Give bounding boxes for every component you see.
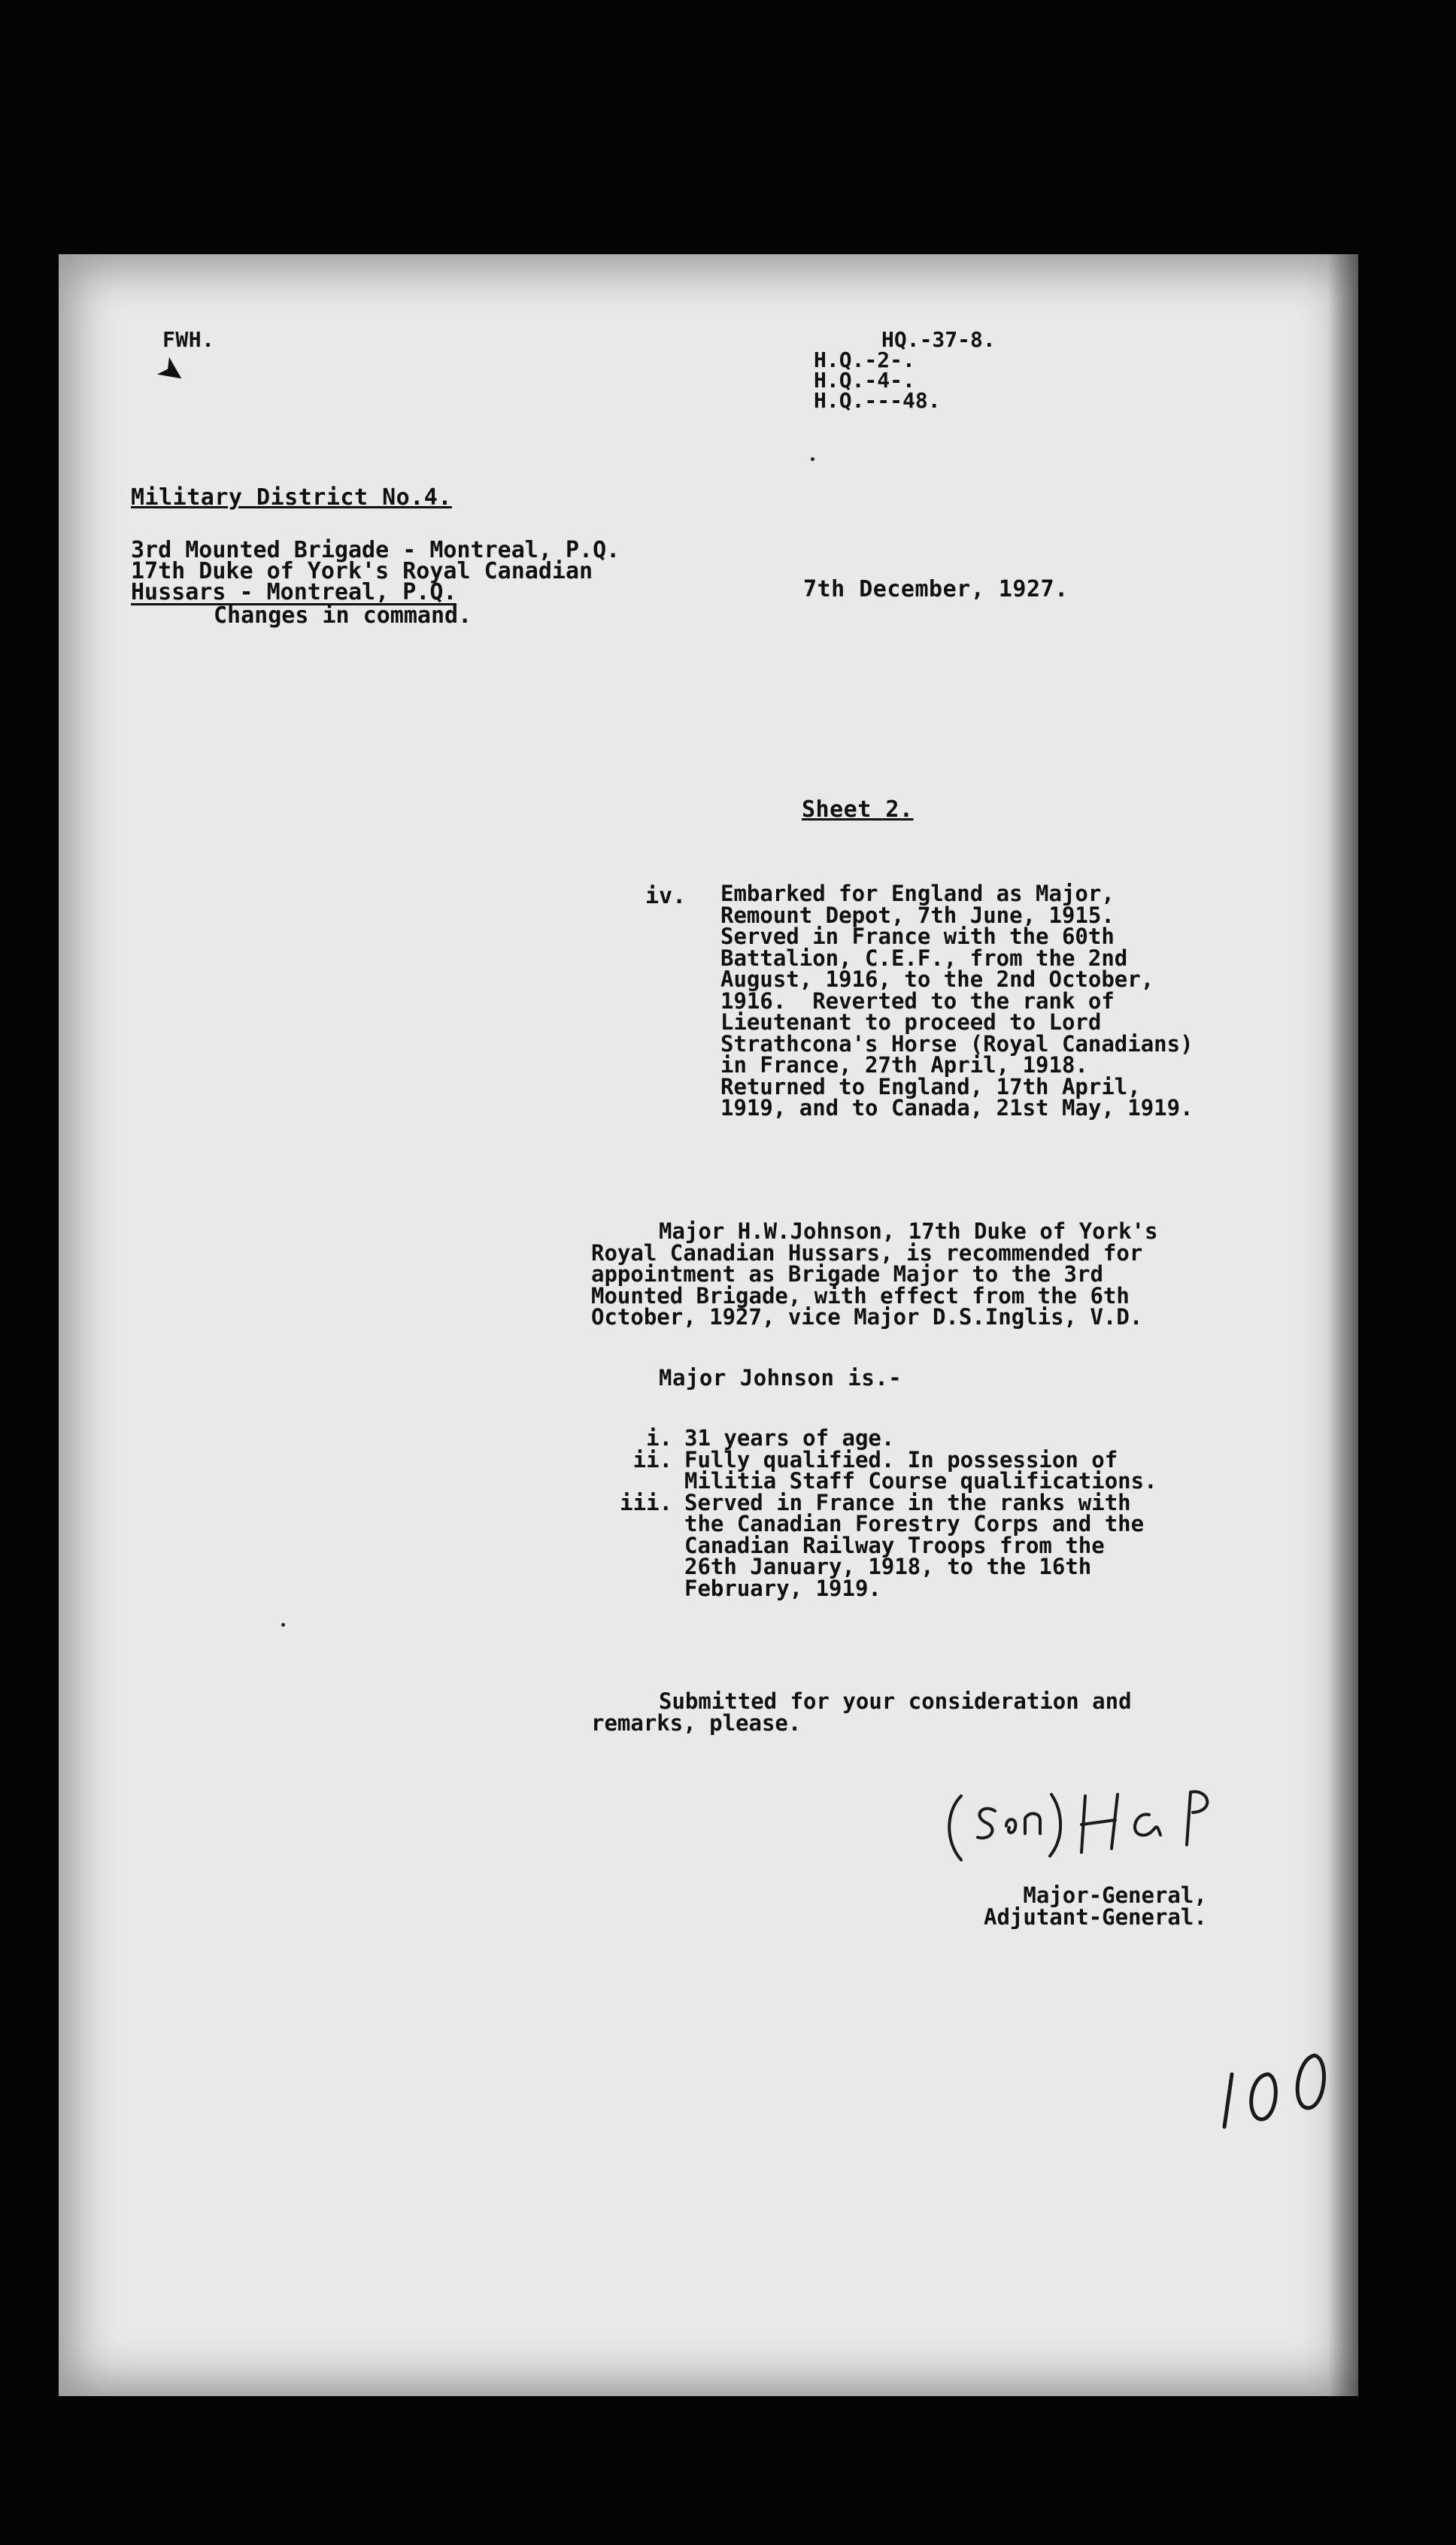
reference-line: H.Q.-2-. (814, 347, 915, 372)
item-line: Lieutenant to proceed to Lord (720, 1009, 1102, 1035)
reference-line: H.Q.---48. (814, 388, 941, 413)
item-line: Embarked for England as Major, (720, 881, 1115, 906)
document-date: 7th December, 1927. (803, 576, 1069, 602)
item-line: Served in France with the 60th (720, 924, 1115, 949)
paragraph-line: Mounted Brigade, with effect from the 6th (591, 1282, 1130, 1309)
subject-line: Hussars - Montreal, P.Q. (131, 579, 457, 605)
file-mark: FWH. (162, 327, 215, 352)
qualification-numeral: ii. (632, 1446, 672, 1473)
item-line: Strathcona's Horse (Royal Canadians) (720, 1030, 1194, 1057)
scan-speck (281, 1623, 285, 1627)
item-line: Battalion, C.E.F., from the 2nd (720, 945, 1128, 971)
qualifications-list (600, 1427, 1352, 1599)
closing-line: remarks, please. (591, 1709, 802, 1736)
signatory-line: Major-General, (1023, 1882, 1207, 1908)
list-item (600, 1489, 1352, 1601)
handwritten-signature (931, 1781, 1247, 1871)
subject-line: 17th Duke of York's Royal Canadian (131, 558, 593, 584)
item-numeral: iv. (645, 883, 687, 909)
qualification-line: 26th January, 1918, to the 16th (684, 1554, 1092, 1579)
subject-block (131, 537, 793, 629)
subject-line: Changes in command. (214, 602, 472, 629)
item-iv-body (720, 883, 1194, 1119)
qualification-line: February, 1919. (684, 1575, 881, 1601)
closing-line: Submitted for your consideration and (659, 1688, 1132, 1714)
qualification-line: Fully qualified. In possession of (684, 1446, 1118, 1473)
qualification-numeral: iii. (620, 1489, 672, 1515)
arrow-mark-icon: ➤ (149, 347, 195, 395)
item-line: 1916. Reverted to the rank of (720, 987, 1115, 1014)
item-line: Returned to England, 17th April, (720, 1073, 1141, 1100)
qualification-line: Served in France in the ranks with (684, 1489, 1131, 1515)
subject-line: 3rd Mounted Brigade - Montreal, P.Q. (131, 537, 620, 563)
list-item (600, 1427, 1352, 1449)
paragraph-line: Major H.W.Johnson, 17th Duke of York's (659, 1218, 1158, 1244)
signatory-line: Adjutant-General. (984, 1904, 1207, 1930)
document-page (59, 254, 1358, 2396)
item-line: August, 1916, to the 2nd October, (720, 966, 1154, 992)
scan-speck (811, 457, 814, 461)
qualification-line: Canadian Railway Troops from the (684, 1532, 1105, 1558)
item-line: Remount Depot, 7th June, 1915. (720, 902, 1115, 928)
paragraph-line: October, 1927, vice Major D.S.Inglis, V.D. (591, 1304, 1143, 1330)
item-line: 1919, and to Canada, 21st May, 1919. (720, 1095, 1194, 1121)
handwritten-page-number (1202, 2044, 1352, 2142)
reference-numbers (814, 329, 1115, 411)
qualification-text (684, 1427, 894, 1449)
item-line: in France, 27th April, 1918. (720, 1052, 1088, 1078)
signatory-block (984, 1882, 1207, 1930)
qualification-line: Militia Staff Course qualifications. (684, 1468, 1157, 1494)
sheet-label: Sheet 2. (802, 796, 914, 823)
recommendation-paragraph (591, 1218, 1158, 1330)
qualification-text (684, 1489, 1145, 1601)
paragraph-line: Royal Canadian Hussars, is recommended for (591, 1239, 1143, 1266)
qualification-line: 31 years of age. (684, 1425, 895, 1451)
reference-line: HQ.-37-8. (881, 327, 996, 352)
list-item (600, 1446, 1352, 1494)
johnson-intro: Major Johnson is.- (659, 1365, 902, 1391)
qualification-text (684, 1446, 1157, 1494)
paragraph-line: appointment as Brigade Major to the 3rd (591, 1261, 1103, 1287)
addressee: Military District No.4. (131, 484, 452, 511)
closing-paragraph (591, 1688, 1132, 1736)
qualification-line: the Canadian Forestry Corps and the (684, 1511, 1145, 1536)
reference-line: H.Q.-4-. (814, 368, 915, 393)
qualification-numeral: i. (646, 1425, 672, 1451)
